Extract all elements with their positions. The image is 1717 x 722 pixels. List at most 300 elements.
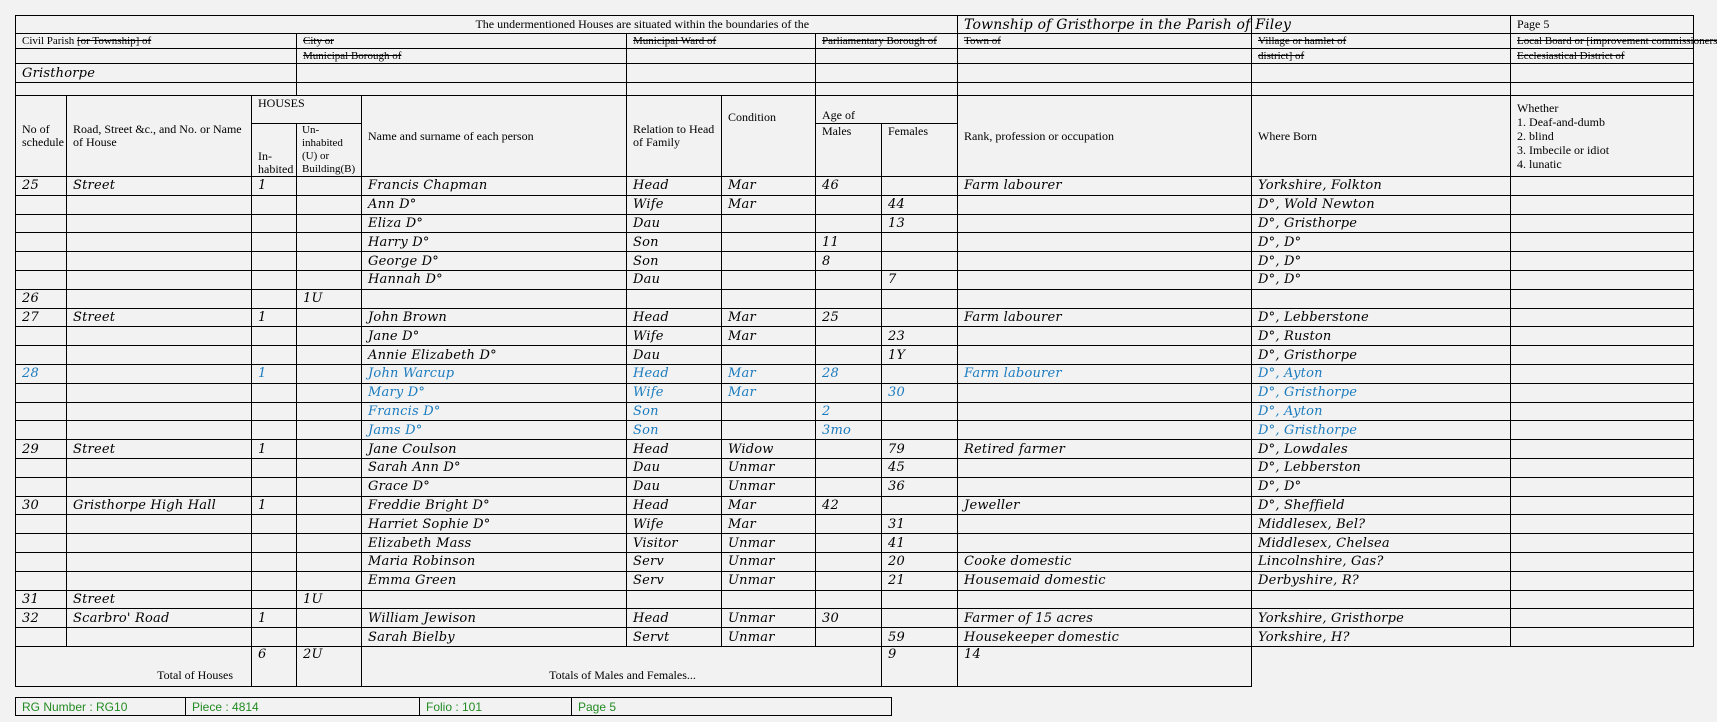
relation-cell: Son xyxy=(627,421,722,440)
occupation-cell xyxy=(958,534,1252,553)
table-row xyxy=(16,195,1694,214)
relation-cell: Son xyxy=(627,402,722,421)
condition-cell: Mar xyxy=(722,195,816,214)
schedule-cell xyxy=(16,233,67,252)
disability-cell xyxy=(1511,421,1694,440)
relation-cell: Wife xyxy=(627,195,722,214)
female-age-cell xyxy=(882,402,958,421)
total-uninhabited: 2U xyxy=(297,646,362,686)
relation-cell: Head xyxy=(627,177,722,196)
road-cell xyxy=(67,534,252,553)
total-females: 14 xyxy=(958,646,1252,686)
occupation-cell xyxy=(958,270,1252,289)
schedule-cell xyxy=(16,270,67,289)
table-row xyxy=(16,458,1694,477)
occupation-cell: Retired farmer xyxy=(958,440,1252,459)
occupation-cell: Jeweller xyxy=(958,496,1252,515)
road-cell xyxy=(67,195,252,214)
name-cell: Sarah Bielby xyxy=(362,628,627,647)
relation-cell: Dau xyxy=(627,214,722,233)
male-age-cell: 11 xyxy=(816,233,882,252)
uninhabited-cell xyxy=(297,458,362,477)
town-value xyxy=(958,64,1252,83)
road-cell xyxy=(67,458,252,477)
name-cell: Emma Green xyxy=(362,571,627,590)
column-header-row-1 xyxy=(16,96,1694,124)
boundary-labels-row xyxy=(16,34,1694,49)
male-age-cell xyxy=(816,346,882,365)
relation-cell: Dau xyxy=(627,346,722,365)
table-row xyxy=(16,364,1694,383)
name-cell: Harriet Sophie D° xyxy=(362,515,627,534)
schedule-cell xyxy=(16,195,67,214)
occupation-cell xyxy=(958,195,1252,214)
birthplace-cell: D°, D° xyxy=(1252,270,1511,289)
condition-cell xyxy=(722,214,816,233)
boundary-spacer-row xyxy=(16,83,1694,96)
condition-cell: Mar xyxy=(722,327,816,346)
folio-number: Folio : 101 xyxy=(420,698,572,716)
male-age-cell xyxy=(816,270,882,289)
name-cell: John Brown xyxy=(362,308,627,327)
name-cell: Elizabeth Mass xyxy=(362,534,627,553)
road-cell xyxy=(67,628,252,647)
table-row xyxy=(16,421,1694,440)
female-age-cell: 23 xyxy=(882,327,958,346)
inhabited-cell xyxy=(252,383,297,402)
relation-cell: Son xyxy=(627,252,722,271)
road-cell: Gristhorpe High Hall xyxy=(67,496,252,515)
birthplace-cell: D°, Gristhorpe xyxy=(1252,346,1511,365)
male-age-cell xyxy=(816,440,882,459)
uninhabited-cell: 1U xyxy=(297,590,362,609)
occupation-cell xyxy=(958,421,1252,440)
birthplace-cell: D°, Lowdales xyxy=(1252,440,1511,459)
whether-option: 3. Imbecile or idiot xyxy=(1517,143,1610,157)
ward-cont xyxy=(627,49,816,64)
male-age-cell: 8 xyxy=(816,252,882,271)
uninhabited-cell xyxy=(297,252,362,271)
disability-cell xyxy=(1511,177,1694,196)
birthplace-cell: D°, Wold Newton xyxy=(1252,195,1511,214)
occupation-header: Rank, profession or occupation xyxy=(958,96,1252,177)
road-cell xyxy=(67,477,252,496)
uninhabited-cell xyxy=(297,534,362,553)
uninhabited-cell xyxy=(297,233,362,252)
uninhabited-cell xyxy=(297,270,362,289)
birthplace-cell: D°, Gristhorpe xyxy=(1252,421,1511,440)
road-cell xyxy=(67,552,252,571)
name-cell: Grace D° xyxy=(362,477,627,496)
boundary-banner-row xyxy=(16,16,1694,34)
inhabited-cell xyxy=(252,252,297,271)
banner-text: The undermentioned Houses are situated within the boundaries of the xyxy=(475,17,810,31)
schedule-cell: 28 xyxy=(16,364,67,383)
female-age-cell: 21 xyxy=(882,571,958,590)
local-board-label: Local Board or [improvement commissioners xyxy=(1511,34,1694,49)
occupation-cell xyxy=(958,327,1252,346)
table-row xyxy=(16,534,1694,553)
male-age-cell xyxy=(816,571,882,590)
name-cell: Hannah D° xyxy=(362,270,627,289)
male-age-cell xyxy=(816,534,882,553)
condition-cell: Unmar xyxy=(722,458,816,477)
female-age-cell: 30 xyxy=(882,383,958,402)
name-cell xyxy=(362,590,627,609)
civil-parish-label xyxy=(16,34,297,49)
name-cell: Ann D° xyxy=(362,195,627,214)
condition-cell: Unmar xyxy=(722,477,816,496)
spacer-cell xyxy=(297,83,627,96)
uninhabited-cell xyxy=(297,327,362,346)
occupation-cell xyxy=(958,477,1252,496)
houses-header: HOUSES xyxy=(252,96,362,124)
male-age-cell xyxy=(816,214,882,233)
disability-cell xyxy=(1511,534,1694,553)
female-age-cell: 45 xyxy=(882,458,958,477)
inhabited-cell: 1 xyxy=(252,609,297,628)
road-cell xyxy=(67,327,252,346)
disability-cell xyxy=(1511,346,1694,365)
road-cell xyxy=(67,252,252,271)
city-value xyxy=(297,64,627,83)
boundary-values-row xyxy=(16,64,1694,83)
uninhabited-cell xyxy=(297,177,362,196)
schedule-cell: 25 xyxy=(16,177,67,196)
disability-cell xyxy=(1511,590,1694,609)
schedule-cell xyxy=(16,383,67,402)
male-age-cell xyxy=(816,289,882,308)
male-age-cell xyxy=(816,590,882,609)
occupation-cell: Housekeeper domestic xyxy=(958,628,1252,647)
female-age-cell: 13 xyxy=(882,214,958,233)
name-cell: John Warcup xyxy=(362,364,627,383)
occupation-cell xyxy=(958,214,1252,233)
footer-page: Page 5 xyxy=(572,698,892,716)
occupation-cell: Housemaid domestic xyxy=(958,571,1252,590)
birthplace-cell: D°, Lebberstone xyxy=(1252,308,1511,327)
total-inhabited: 6 xyxy=(252,646,297,686)
female-age-cell: 20 xyxy=(882,552,958,571)
uninhabited-header: Un- inhabited (U) or Building(B) xyxy=(297,124,362,177)
road-cell: Street xyxy=(67,590,252,609)
table-row xyxy=(16,327,1694,346)
relation-cell: Servt xyxy=(627,628,722,647)
name-cell: William Jewison xyxy=(362,609,627,628)
male-age-cell xyxy=(816,195,882,214)
male-age-cell xyxy=(816,515,882,534)
female-age-cell: 31 xyxy=(882,515,958,534)
birthplace-cell: D°, Gristhorpe xyxy=(1252,214,1511,233)
schedule-header: No of schedule xyxy=(16,96,67,177)
ward-label: Municipal Ward of xyxy=(627,34,816,49)
condition-cell: Mar xyxy=(722,308,816,327)
table-row xyxy=(16,496,1694,515)
whether-label: Whether xyxy=(1517,101,1559,115)
whether-header xyxy=(1511,96,1694,177)
table-row xyxy=(16,571,1694,590)
condition-cell: Unmar xyxy=(722,609,816,628)
relation-header: Relation to Head of Family xyxy=(627,96,722,177)
boundary-banner xyxy=(16,16,958,34)
disability-cell xyxy=(1511,270,1694,289)
birthplace-cell: Derbyshire, R? xyxy=(1252,571,1511,590)
birthplace-cell: Yorkshire, H? xyxy=(1252,628,1511,647)
condition-cell: Mar xyxy=(722,383,816,402)
uninhabited-cell xyxy=(297,440,362,459)
schedule-cell xyxy=(16,214,67,233)
road-cell xyxy=(67,214,252,233)
municipal-borough-label: Municipal Borough of xyxy=(297,49,627,64)
name-cell: Jams D° xyxy=(362,421,627,440)
civil-parish-text: Civil Parish xyxy=(22,35,75,47)
birthplace-cell: D°, Ayton xyxy=(1252,402,1511,421)
condition-cell xyxy=(722,252,816,271)
condition-cell: Widow xyxy=(722,440,816,459)
table-row xyxy=(16,383,1694,402)
road-cell: Street xyxy=(67,440,252,459)
relation-cell: Head xyxy=(627,609,722,628)
uninhabited-cell xyxy=(297,477,362,496)
female-age-cell: 59 xyxy=(882,628,958,647)
male-age-cell xyxy=(816,327,882,346)
females-header: Females xyxy=(882,124,958,177)
name-cell: Harry D° xyxy=(362,233,627,252)
uninhabited-cell xyxy=(297,346,362,365)
relation-cell xyxy=(627,590,722,609)
female-age-cell xyxy=(882,252,958,271)
relation-cell xyxy=(627,289,722,308)
relation-cell: Dau xyxy=(627,477,722,496)
condition-cell xyxy=(722,402,816,421)
inhabited-cell: 1 xyxy=(252,440,297,459)
uninhabited-cell xyxy=(297,571,362,590)
ward-value xyxy=(627,64,816,83)
relation-cell: Son xyxy=(627,233,722,252)
occupation-cell xyxy=(958,233,1252,252)
inhabited-cell: 1 xyxy=(252,308,297,327)
occupation-cell: Farm labourer xyxy=(958,364,1252,383)
uninhabited-cell xyxy=(297,195,362,214)
road-cell: Street xyxy=(67,308,252,327)
female-age-cell xyxy=(882,496,958,515)
occupation-cell: Farm labourer xyxy=(958,177,1252,196)
schedule-cell xyxy=(16,477,67,496)
uninhabited-cell xyxy=(297,515,362,534)
relation-cell: Head xyxy=(627,496,722,515)
condition-cell xyxy=(722,233,816,252)
inhabited-cell xyxy=(252,289,297,308)
condition-cell xyxy=(722,590,816,609)
name-cell: Annie Elizabeth D° xyxy=(362,346,627,365)
table-row xyxy=(16,308,1694,327)
road-cell xyxy=(67,515,252,534)
schedule-cell: 30 xyxy=(16,496,67,515)
birthplace-cell: Middlesex, Bel? xyxy=(1252,515,1511,534)
disability-cell xyxy=(1511,552,1694,571)
occupation-cell: Farm labourer xyxy=(958,308,1252,327)
census-page xyxy=(15,15,1717,687)
total-persons-label: Totals of Males and Females... xyxy=(362,646,882,686)
whether-option: 4. lunatic xyxy=(1517,157,1562,171)
disability-cell xyxy=(1511,195,1694,214)
inhabited-cell: 1 xyxy=(252,177,297,196)
occupation-cell xyxy=(958,289,1252,308)
road-cell xyxy=(67,270,252,289)
uninhabited-cell: 1U xyxy=(297,289,362,308)
relation-cell: Visitor xyxy=(627,534,722,553)
inhabited-cell xyxy=(252,552,297,571)
whether-option: 1. Deaf-and-dumb xyxy=(1517,115,1606,129)
male-age-cell xyxy=(816,552,882,571)
name-cell: Freddie Bright D° xyxy=(362,496,627,515)
inhabited-cell xyxy=(252,515,297,534)
table-row xyxy=(16,270,1694,289)
local-board-label-2: district] of xyxy=(1252,49,1511,64)
local-board-value xyxy=(1511,64,1694,83)
road-header: Road, Street &c., and No. or Name of House xyxy=(67,96,252,177)
female-age-cell xyxy=(882,308,958,327)
inhabited-cell: 1 xyxy=(252,364,297,383)
birthplace-cell: Lincolnshire, Gas? xyxy=(1252,552,1511,571)
spacer-cell xyxy=(958,83,1252,96)
uninhabited-cell xyxy=(297,496,362,515)
relation-cell: Head xyxy=(627,440,722,459)
condition-cell: Unmar xyxy=(722,571,816,590)
males-header: Males xyxy=(816,124,882,177)
inhabited-cell xyxy=(252,571,297,590)
inhabited-cell xyxy=(252,477,297,496)
disability-cell xyxy=(1511,402,1694,421)
disability-cell xyxy=(1511,383,1694,402)
birthplace-cell: D°, Ayton xyxy=(1252,364,1511,383)
inhabited-cell xyxy=(252,534,297,553)
male-age-cell xyxy=(816,383,882,402)
table-row xyxy=(16,440,1694,459)
spacer-cell xyxy=(16,83,297,96)
table-row xyxy=(16,177,1694,196)
uninhabited-cell xyxy=(297,421,362,440)
female-age-cell: 79 xyxy=(882,440,958,459)
female-age-cell: 7 xyxy=(882,270,958,289)
condition-cell: Mar xyxy=(722,515,816,534)
schedule-cell xyxy=(16,534,67,553)
disability-cell xyxy=(1511,233,1694,252)
disability-cell xyxy=(1511,252,1694,271)
disability-cell xyxy=(1511,458,1694,477)
page-number: Page 5 xyxy=(1511,16,1694,34)
relation-cell: Dau xyxy=(627,270,722,289)
schedule-cell: 27 xyxy=(16,308,67,327)
occupation-cell: Cooke domestic xyxy=(958,552,1252,571)
table-row xyxy=(16,590,1694,609)
condition-cell xyxy=(722,270,816,289)
inhabited-cell xyxy=(252,233,297,252)
birthplace-cell: Yorkshire, Gristhorpe xyxy=(1252,609,1511,628)
male-age-cell: 30 xyxy=(816,609,882,628)
occupation-cell xyxy=(958,383,1252,402)
disability-cell xyxy=(1511,440,1694,459)
female-age-cell xyxy=(882,421,958,440)
birthplace-cell: Middlesex, Chelsea xyxy=(1252,534,1511,553)
relation-cell: Head xyxy=(627,308,722,327)
inhabited-cell xyxy=(252,214,297,233)
table-row xyxy=(16,289,1694,308)
occupation-cell xyxy=(958,590,1252,609)
female-age-cell: 36 xyxy=(882,477,958,496)
uninhabited-cell xyxy=(297,383,362,402)
disability-cell xyxy=(1511,628,1694,647)
table-row xyxy=(16,214,1694,233)
table-row xyxy=(16,628,1694,647)
uninhabited-cell xyxy=(297,609,362,628)
occupation-cell xyxy=(958,515,1252,534)
female-age-cell xyxy=(882,289,958,308)
condition-cell: Mar xyxy=(722,177,816,196)
name-cell: Sarah Ann D° xyxy=(362,458,627,477)
total-houses-label: Total of Houses xyxy=(16,646,252,686)
female-age-cell: 44 xyxy=(882,195,958,214)
birthplace-cell: D°, Gristhorpe xyxy=(1252,383,1511,402)
village-label: Village or hamlet of xyxy=(1252,34,1511,49)
birthplace-cell xyxy=(1252,590,1511,609)
condition-cell xyxy=(722,346,816,365)
road-cell xyxy=(67,364,252,383)
condition-cell: Mar xyxy=(722,364,816,383)
male-age-cell: 2 xyxy=(816,402,882,421)
totals-blank xyxy=(1252,646,1694,686)
schedule-cell: 26 xyxy=(16,289,67,308)
inhabited-cell xyxy=(252,590,297,609)
schedule-cell xyxy=(16,252,67,271)
schedule-cell xyxy=(16,571,67,590)
name-header: Name and surname of each person xyxy=(362,96,627,177)
birthplace-cell: D°, Ruston xyxy=(1252,327,1511,346)
uninhabited-cell xyxy=(297,308,362,327)
condition-cell: Mar xyxy=(722,496,816,515)
uninhabited-cell xyxy=(297,214,362,233)
name-cell: Francis Chapman xyxy=(362,177,627,196)
inhabited-cell xyxy=(252,270,297,289)
schedule-cell xyxy=(16,515,67,534)
census-rows xyxy=(16,177,1694,647)
ecclesiastical-label: Ecclesiastical District of xyxy=(1511,49,1694,64)
relation-cell: Wife xyxy=(627,383,722,402)
male-age-cell xyxy=(816,477,882,496)
road-cell xyxy=(67,421,252,440)
name-cell: Jane Coulson xyxy=(362,440,627,459)
schedule-cell xyxy=(16,552,67,571)
road-cell xyxy=(67,346,252,365)
occupation-cell xyxy=(958,402,1252,421)
uninhabited-cell xyxy=(297,628,362,647)
disability-cell xyxy=(1511,364,1694,383)
name-cell: Mary D° xyxy=(362,383,627,402)
disability-cell xyxy=(1511,214,1694,233)
name-cell xyxy=(362,289,627,308)
female-age-cell xyxy=(882,590,958,609)
civil-parish-cont xyxy=(16,49,297,64)
male-age-cell: 25 xyxy=(816,308,882,327)
uninhabited-cell xyxy=(297,364,362,383)
road-cell xyxy=(67,383,252,402)
name-cell: Jane D° xyxy=(362,327,627,346)
disability-cell xyxy=(1511,308,1694,327)
road-cell xyxy=(67,233,252,252)
birthplace-cell: D°, D° xyxy=(1252,252,1511,271)
condition-cell: Unmar xyxy=(722,552,816,571)
relation-cell: Wife xyxy=(627,327,722,346)
